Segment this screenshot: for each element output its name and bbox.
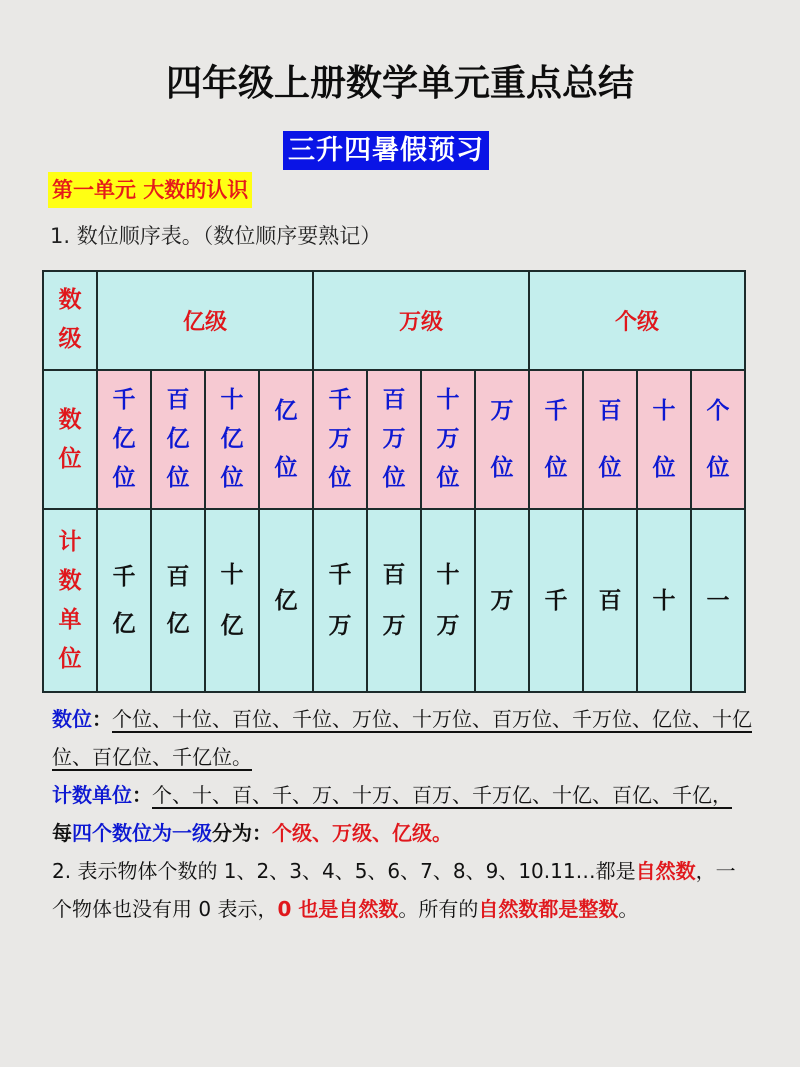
units-label: 计数单位	[52, 783, 132, 807]
place-cell: 亿 位	[259, 370, 313, 509]
row-label-place: 数 位	[43, 370, 97, 509]
unit-cell: 千 万	[313, 509, 367, 692]
place-cell: 千 位	[529, 370, 583, 509]
table-row-places	[43, 370, 745, 509]
section-1-title: 1. 数位顺序表。（数位顺序要熟记）	[50, 224, 382, 248]
unit-heading: 第一单元 大数的认识	[48, 172, 252, 208]
unit-cell: 百 亿	[151, 509, 205, 692]
unit-cell: 十 亿	[205, 509, 259, 692]
preview-badge: 三升四暑假预习	[283, 131, 489, 170]
unit-cell: 百	[583, 509, 637, 692]
table-row-units	[43, 509, 745, 692]
unit-cell: 十	[637, 509, 691, 692]
group-ge: 个级	[529, 271, 745, 370]
table-row-levels	[43, 271, 745, 370]
natural-numbers-note: 2. 表示物体个数的 1、2、3、4、5、6、7、8、9、10.11…都是自然数，一个物体也没有用 0 表示，0 也是自然数。所有的自然数都是整数。	[52, 859, 736, 921]
places-label: 数位	[52, 707, 92, 731]
place-cell: 百 万 位	[367, 370, 421, 509]
place-cell: 十 位	[637, 370, 691, 509]
unit-cell: 百 万	[367, 509, 421, 692]
notes-section	[52, 700, 752, 928]
unit-cell: 千	[529, 509, 583, 692]
unit-cell: 十 万	[421, 509, 475, 692]
place-cell: 十 万 位	[421, 370, 475, 509]
unit-cell: 万	[475, 509, 529, 692]
place-value-table	[42, 270, 746, 693]
grouping-note: 每四个数位为一级分为：个级、万级、亿级。	[52, 821, 452, 845]
row-label-unit: 计 数 单 位	[43, 509, 97, 692]
place-cell: 万 位	[475, 370, 529, 509]
units-note: 计数单位：个、十、百、千、万、十万、百万、千万亿、十亿、百亿、千亿，	[52, 783, 732, 807]
place-cell: 个 位	[691, 370, 745, 509]
unit-cell: 亿	[259, 509, 313, 692]
unit-cell: 千 亿	[97, 509, 151, 692]
place-cell: 百 位	[583, 370, 637, 509]
row-label-level: 数 级	[43, 271, 97, 370]
page-title: 四年级上册数学单元重点总结	[165, 63, 634, 104]
place-cell: 千 亿 位	[97, 370, 151, 509]
places-note: 数位：个位、十位、百位、千位、万位、十万位、百万位、千万位、亿位、十亿位、百亿位、千亿位。	[52, 707, 752, 769]
place-cell: 百 亿 位	[151, 370, 205, 509]
group-yi: 亿级	[97, 271, 313, 370]
places-list: 个位、十位、百位、千位、万位、十万位、百万位、千万位、亿位、十亿位、百亿位、千亿位。	[52, 707, 752, 769]
place-cell: 千 万 位	[313, 370, 367, 509]
group-wan: 万级	[313, 271, 529, 370]
place-cell: 十 亿 位	[205, 370, 259, 509]
unit-cell: 一	[691, 509, 745, 692]
units-list: 个、十、百、千、万、十万、百万、千万亿、十亿、百亿、千亿，	[152, 783, 732, 807]
